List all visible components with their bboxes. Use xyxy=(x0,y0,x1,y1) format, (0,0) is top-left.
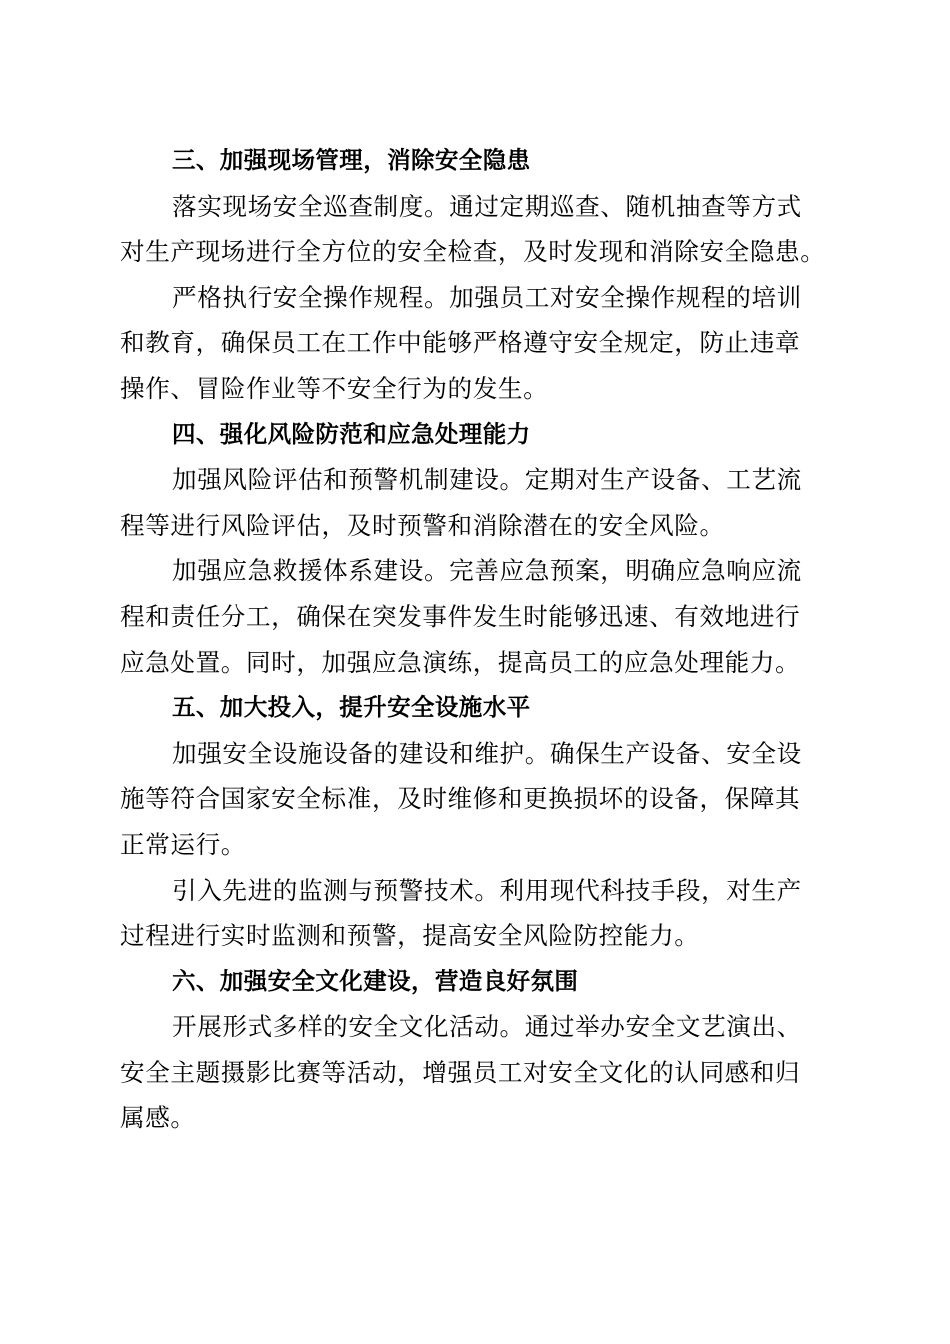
section-heading-4: 四、强化风险防范和应急处理能力 xyxy=(172,419,531,448)
paragraph-line: 开展形式多样的安全文化活动。通过举办安全文艺演出、 xyxy=(172,1012,802,1042)
document-body xyxy=(120,138,824,1141)
section-heading-5: 五、加大投入，提升安全设施水平 xyxy=(172,693,531,722)
paragraph xyxy=(120,275,824,412)
paragraph xyxy=(120,731,824,868)
paragraph-line: 引入先进的监测与预警技术。利用现代科技手段，对生产 xyxy=(172,875,802,905)
paragraph-line: 过程进行实时监测和预警，提高安全风险防控能力。 xyxy=(120,921,700,951)
paragraph xyxy=(120,868,824,959)
paragraph xyxy=(120,548,824,685)
paragraph-line: 落实现场安全巡查制度。通过定期巡查、随机抽查等方式 xyxy=(172,191,802,221)
paragraph xyxy=(120,1004,824,1141)
section-heading-6: 六、加强安全文化建设，营造良好氛围 xyxy=(172,966,579,995)
paragraph-line: 施等符合国家安全标准，及时维修和更换损坏的设备，保障其 xyxy=(120,784,801,814)
paragraph-line: 加强安全设施设备的建设和维护。确保生产设备、安全设 xyxy=(172,738,802,768)
paragraph-line: 加强应急救援体系建设。完善应急预案，明确应急响应流 xyxy=(172,556,802,586)
paragraph-line: 程等进行风险评估，及时预警和消除潜在的安全风险。 xyxy=(120,510,725,540)
paragraph-line: 操作、冒险作业等不安全行为的发生。 xyxy=(120,373,549,403)
paragraph xyxy=(120,184,824,275)
paragraph-line: 正常运行。 xyxy=(120,829,246,859)
paragraph-line: 加强风险评估和预警机制建设。定期对生产设备、工艺流 xyxy=(172,465,802,495)
paragraph-line: 安全主题摄影比赛等活动，增强员工对安全文化的认同感和归 xyxy=(120,1057,801,1087)
paragraph-line: 和教育，确保员工在工作中能够严格遵守安全规定，防止违章 xyxy=(120,328,801,358)
paragraph-line: 对生产现场进行全方位的安全检查，及时发现和消除安全隐患。 xyxy=(120,237,826,267)
paragraph-line: 应急处置。同时，加强应急演练，提高员工的应急处理能力。 xyxy=(120,647,801,677)
paragraph-line: 属感。 xyxy=(120,1103,196,1133)
paragraph xyxy=(120,457,824,548)
section-heading-3: 三、加强现场管理，消除安全隐患 xyxy=(172,146,531,174)
paragraph-line: 程和责任分工，确保在突发事件发生时能够迅速、有效地进行 xyxy=(120,601,801,631)
paragraph-line: 严格执行安全操作规程。加强员工对安全操作规程的培训 xyxy=(172,282,802,312)
